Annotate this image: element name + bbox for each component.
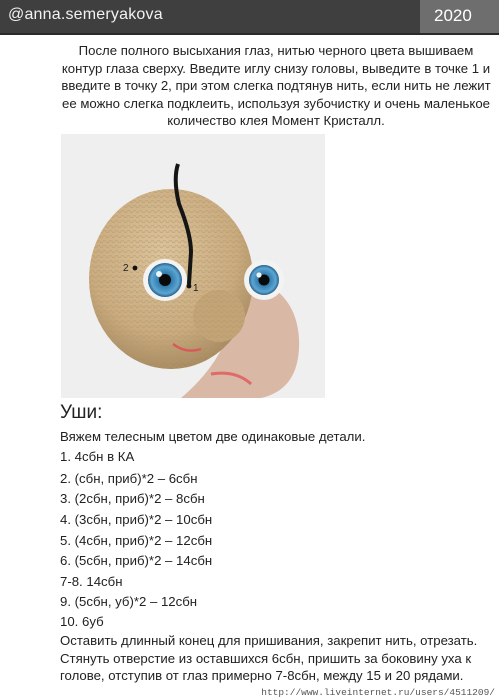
right-eye-glint <box>256 272 261 277</box>
ears-section-title: Уши: <box>60 402 103 423</box>
photo-illustration <box>61 134 325 398</box>
point-1-dot <box>187 284 192 289</box>
pattern-row: 2. (сбн, приб)*2 – 6сбн <box>60 471 198 486</box>
pattern-row: 1. 4сбн в КА <box>60 449 135 464</box>
pattern-row: 6. (5сбн, приб)*2 – 14сбн <box>60 553 213 568</box>
header-bar <box>0 0 420 34</box>
header-divider <box>0 33 499 35</box>
amigurumi-head-photo <box>61 134 325 398</box>
pattern-row: 5. (4сбн, приб)*2 – 12сбн <box>60 533 213 548</box>
point-2-label: 2 <box>123 263 129 274</box>
header-year-box <box>420 0 499 34</box>
intro-paragraph: После полного высыхания глаз, нитью черного цвета вышиваем контур глаза сверху. Введите иглу снизу головы, выведите в точке 1 и введите в точку 2, при этом слегка подтянув нить, если нить не лежит ее можно слегка подклеить, используя зубочистку и очень маленькое количество клея Момент Кристалл. <box>61 43 491 128</box>
watermark-url: http://www.liveinternet.ru/users/4511209/ <box>261 687 495 698</box>
pattern-row: 3. (2сбн, приб)*2 – 8сбн <box>60 491 205 506</box>
page-header <box>0 0 499 34</box>
author-handle: @anna.semeryakova <box>8 6 163 23</box>
left-eye-glint <box>156 271 162 277</box>
point-2-dot <box>133 266 138 271</box>
ears-description: Вяжем телесным цветом две одинаковые детали. <box>60 429 366 444</box>
year-label: 2020 <box>434 6 472 25</box>
pattern-row: 4. (3сбн, приб)*2 – 10сбн <box>60 512 213 527</box>
pattern-row: 7-8. 14сбн <box>60 574 123 589</box>
pattern-row: 10. 6уб <box>60 614 104 629</box>
ears-finish-paragraph: Оставить длинный конец для пришивания, закрепит нить, отрезать. Стянуть отверстие из оставшихся 6сбн, пришить за боковину уха к голове, отступив от глаз примерно 7-8сбн, между 15 и 20 рядами. <box>60 633 478 683</box>
pattern-row: 9. (5сбн, уб)*2 – 12сбн <box>60 594 198 609</box>
nose-knit-texture <box>193 290 245 342</box>
point-1-label: 1 <box>193 283 199 294</box>
